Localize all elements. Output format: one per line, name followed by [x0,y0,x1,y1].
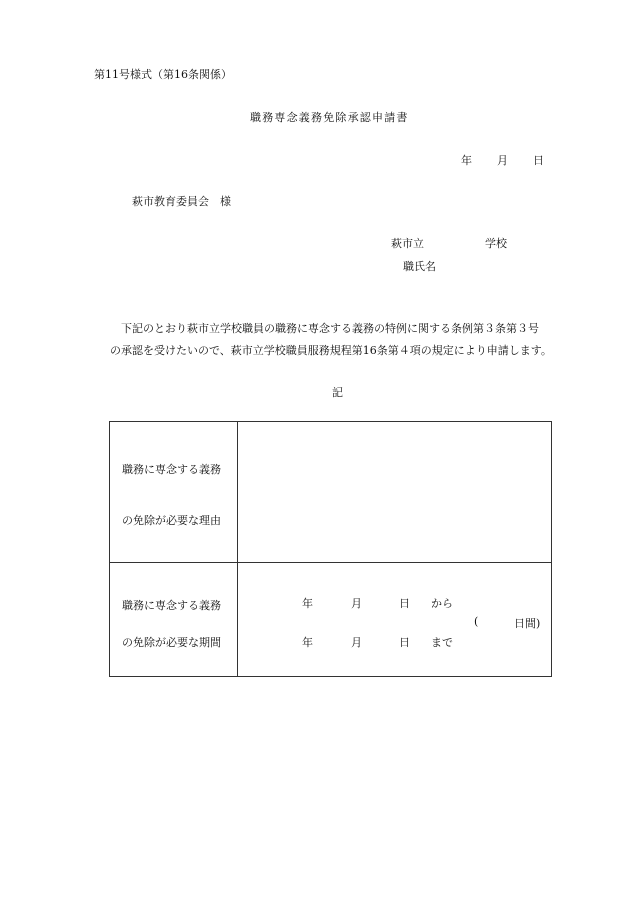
from-year-label: 年 [302,597,313,610]
application-table [109,421,552,677]
days-open-paren: ( [474,615,479,628]
period-label-line-2: の免除が必要な期間 [122,636,221,649]
reason-label-line-2: の免除が必要な理由 [122,514,221,527]
date-day-label: 日 [533,154,544,167]
from-month-label: 月 [351,597,362,610]
from-suffix: から [431,597,453,610]
reason-field[interactable] [238,422,552,562]
table-row-divider [110,562,551,563]
school-suffix: 学校 [485,237,507,250]
body-text-line-2: の承認を受けたいので、萩市立学校職員服務規程第16条第４項の規定により申請します。 [110,344,552,357]
addressee: 萩市教育委員会 様 [132,195,231,208]
to-day-label: 日 [399,636,410,649]
reason-label-line-1: 職務に専念する義務 [122,463,221,476]
date-month-label: 月 [497,154,508,167]
form-number: 第11号様式（第16条関係） [94,68,232,81]
from-day-label: 日 [399,597,410,610]
school-prefix: 萩市立 [391,237,424,250]
days-label: 日間) [514,617,541,630]
to-year-label: 年 [302,636,313,649]
to-suffix: まで [431,636,453,649]
to-month-label: 月 [351,636,362,649]
staff-name-label: 職氏名 [403,260,436,273]
document-title: 職務専念義務免除承認申請書 [250,111,409,124]
date-year-label: 年 [461,154,472,167]
period-label-line-1: 職務に専念する義務 [122,599,221,612]
body-text-line-1: 下記のとおり萩市立学校職員の職務に専念する義務の特例に関する条例第３条第３号 [121,322,539,335]
ki-heading: 記 [332,386,343,399]
